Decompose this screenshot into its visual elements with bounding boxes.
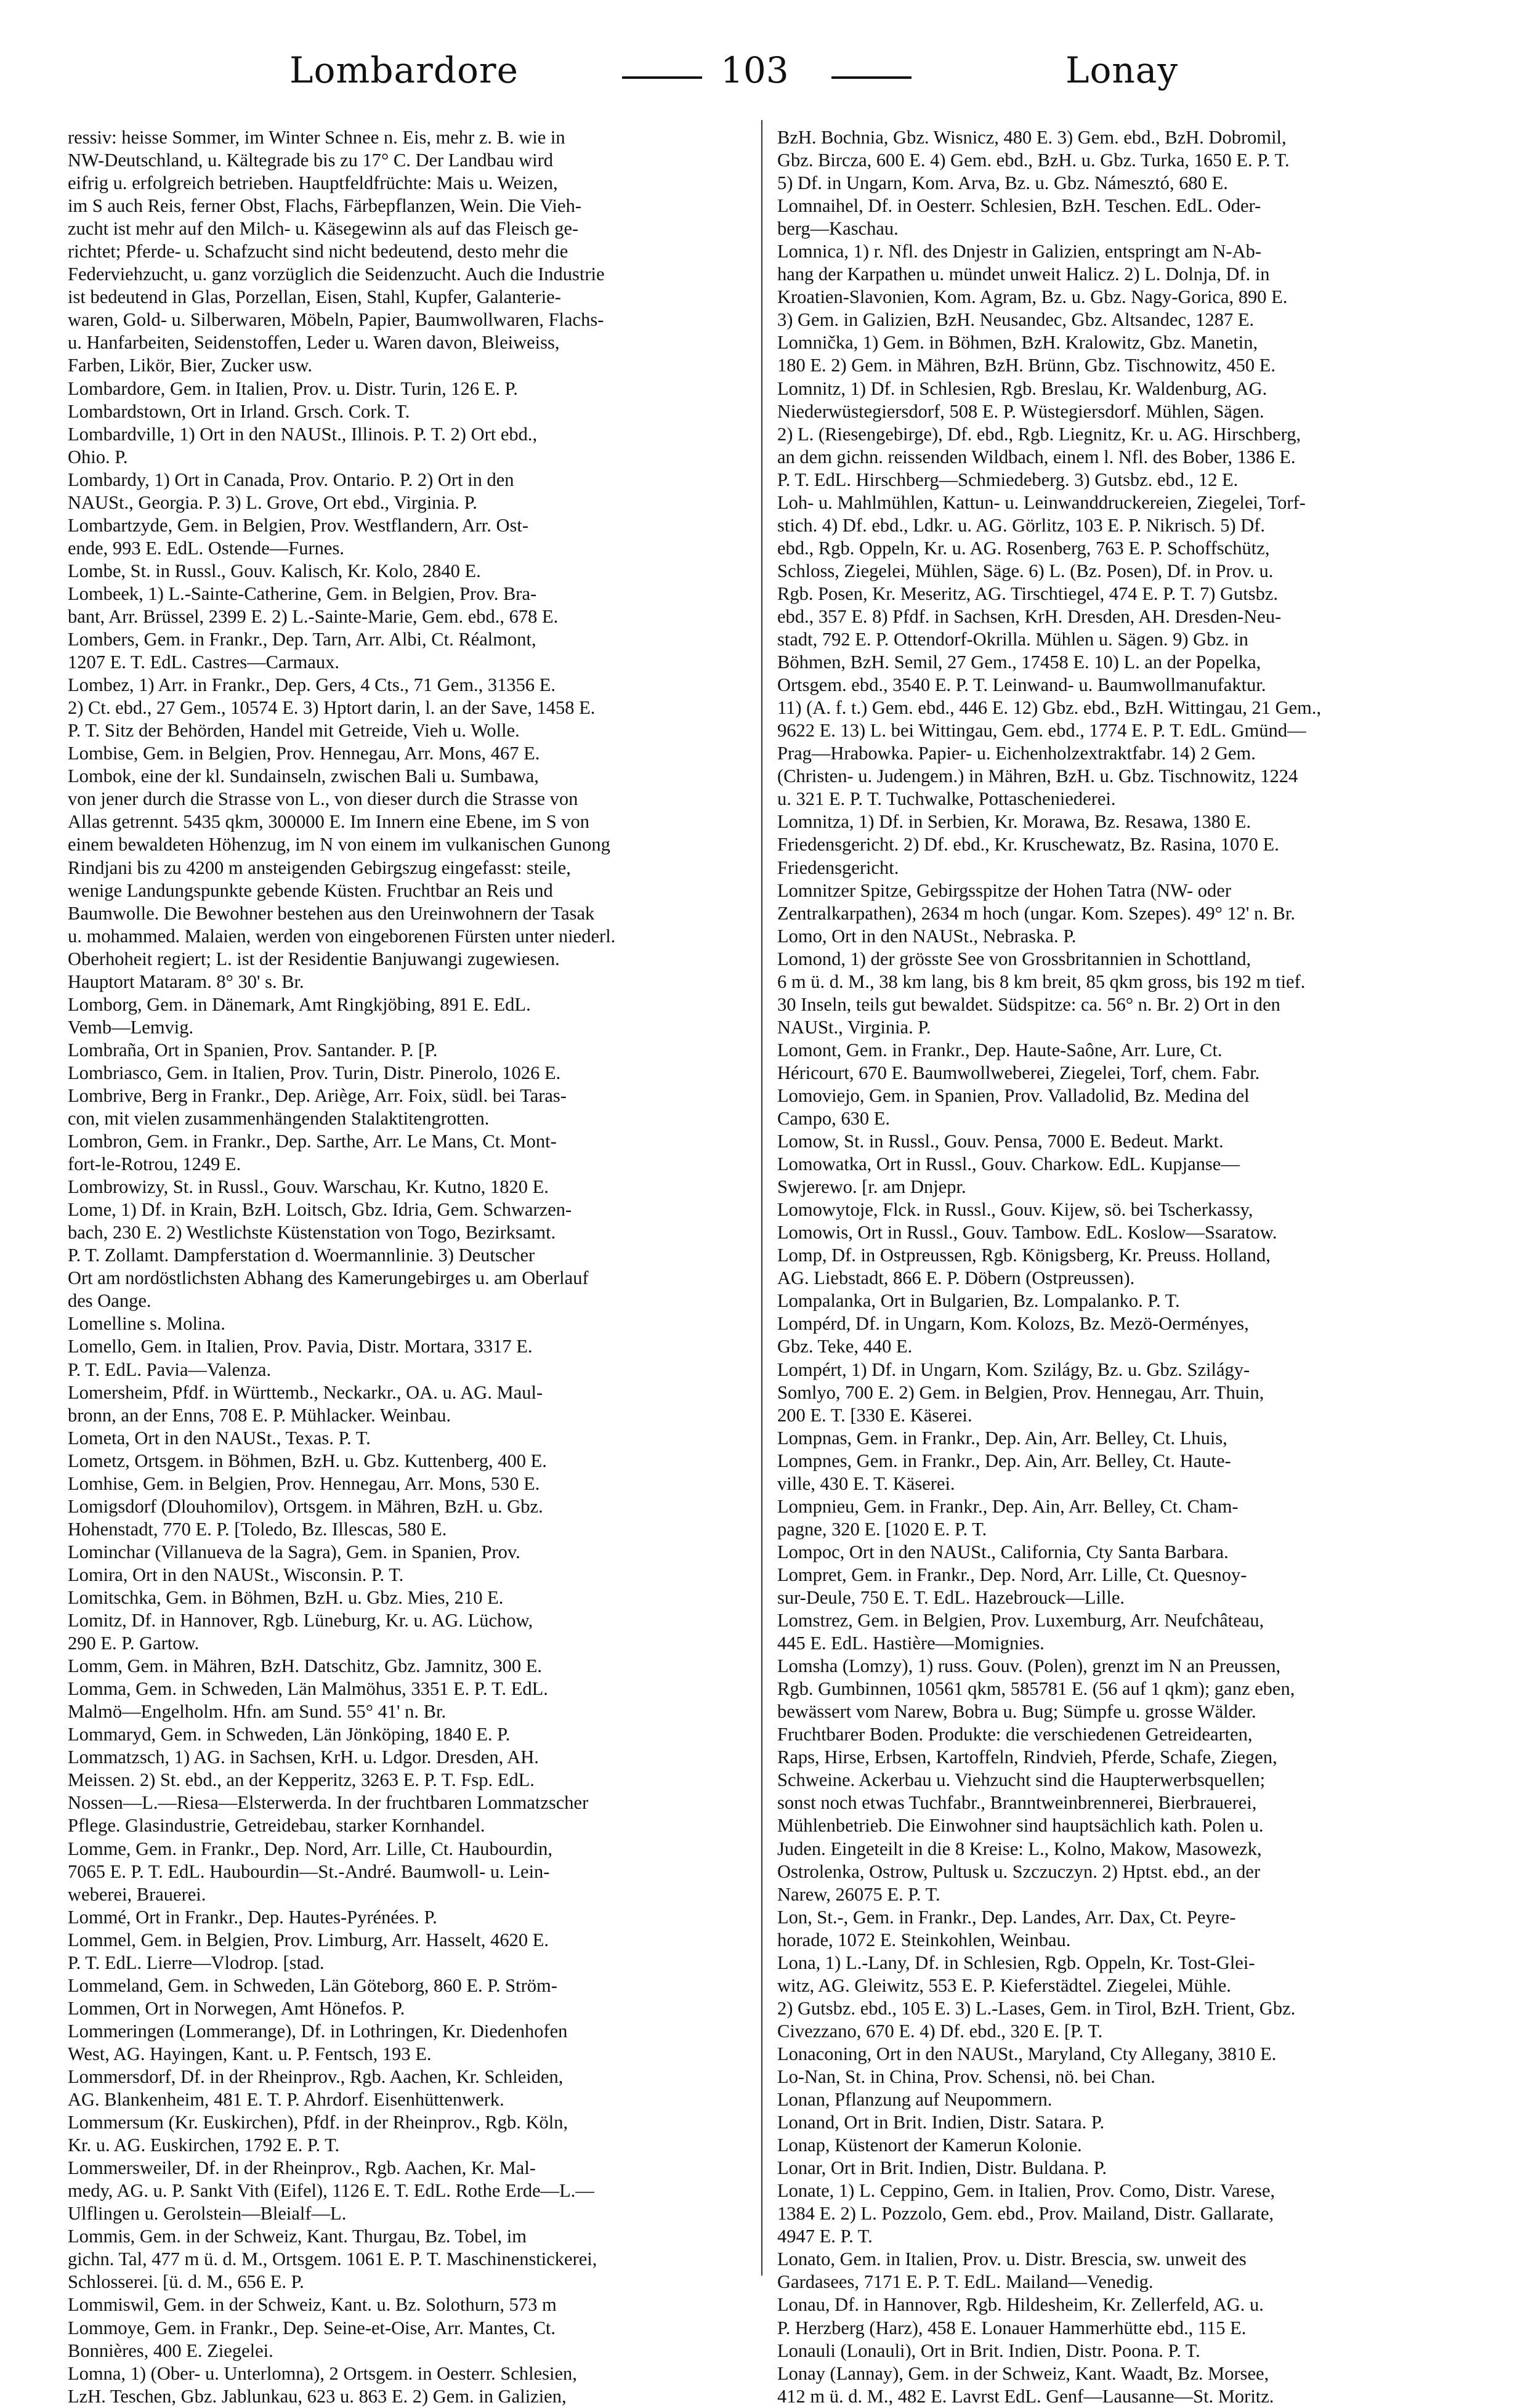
- text-line: Campo, 630 E.: [777, 1108, 890, 1129]
- text-line: bewässert vom Narew, Bobra u. Bug; Sümpfe u. grosse Wälder.: [777, 1701, 1256, 1723]
- text-line: Lommaryd, Gem. in Schweden, Län Jönköping, 1840 E. P.: [68, 1724, 511, 1745]
- text-line: Oberhoheit regiert; L. ist der Residentie Banjuwangi zugewiesen.: [68, 948, 560, 969]
- text-line: P. T. EdL. Hirschberg—Schmiedeberg. 3) Gutsbz. ebd., 12 E.: [777, 469, 1239, 490]
- text-line: Civezzano, 670 E. 4) Df. ebd., 320 E. [P. T.: [777, 2020, 1103, 2042]
- text-line: ressiv: heisse Sommer, im Winter Schnee n. Eis, mehr z. B. wie in: [68, 127, 565, 148]
- text-line: 9622 E. 13) L. bei Wittingau, Gem. ebd., 1774 E. P. T. EdL. Gmünd—: [777, 720, 1306, 741]
- text-line: Lonaconing, Ort in den NAUSt., Maryland, Cty Allegany, 3810 E.: [777, 2043, 1277, 2064]
- text-line: P. T. EdL. Lierre—Vlodrop. [stad.: [68, 1952, 325, 1973]
- text-line: 6 m ü. d. M., 38 km lang, bis 8 km breit, 85 qkm gross, bis 192 m tief.: [777, 971, 1306, 992]
- text-line: Lomnica, 1) r. Nfl. des Dnjestr in Galizien, entspringt am N-Ab-: [777, 241, 1262, 262]
- text-line: u. Hanfarbeiten, Seidenstoffen, Leder u. Waren davon, Bleiweiss,: [68, 332, 560, 354]
- left-column: [68, 126, 794, 2407]
- text-line: weberei, Brauerei.: [68, 1883, 206, 1905]
- text-line: waren, Gold- u. Silberwaren, Möbeln, Papier, Baumwollwaren, Flachs-: [68, 309, 604, 331]
- text-line: Böhmen, BzH. Semil, 27 Gem., 17458 E. 10) L. an der Popelka,: [777, 652, 1261, 673]
- text-line: con, mit vielen zusammenhängenden Stalaktitengrotten.: [68, 1108, 490, 1129]
- text-line: NAUSt., Georgia. P. 3) L. Grove, Ort ebd., Virginia. P.: [68, 491, 477, 513]
- text-line: an dem gichn. reissenden Wildbach, einem l. Nfl. des Bober, 1386 E.: [777, 446, 1296, 467]
- text-line: des Oange.: [68, 1290, 152, 1312]
- text-line: Lometz, Ortsgem. in Böhmen, BzH. u. Gbz. Kuttenberg, 400 E.: [68, 1450, 547, 1471]
- text-line: im S auch Reis, ferner Obst, Flachs, Färbepflanzen, Wein. Die Vieh-: [68, 195, 581, 217]
- text-line: Lomo, Ort in den NAUSt., Nebraska. P.: [777, 925, 1077, 947]
- text-line: Pflege. Glasindustrie, Getreidebau, starker Kornhandel.: [68, 1815, 485, 1836]
- text-line: Zentralkarpathen), 2634 m hoch (ungar. Kom. Szepes). 49° 12' n. Br.: [777, 902, 1295, 924]
- text-line: Gbz. Bircza, 600 E. 4) Gem. ebd., BzH. u. Gbz. Turka, 1650 E. P. T.: [777, 150, 1290, 171]
- text-line: Lomelline s. Molina.: [68, 1313, 225, 1335]
- text-line: horade, 1072 E. Steinkohlen, Weinbau.: [777, 1929, 1071, 1950]
- text-line: (Christen- u. Judengem.) in Mähren, BzH. u. Gbz. Tischnowitz, 1224: [777, 766, 1298, 787]
- text-line: Lomello, Gem. in Italien, Prov. Pavia, Distr. Mortara, 3317 E.: [68, 1336, 533, 1357]
- text-line: AG. Liebstadt, 866 E. P. Döbern (Ostpreussen).: [777, 1267, 1135, 1289]
- text-line: West, AG. Hayingen, Kant. u. P. Fentsch, 193 E.: [68, 2043, 432, 2064]
- text-line: Lomp, Df. in Ostpreussen, Rgb. Königsberg, Kr. Preuss. Holland,: [777, 1245, 1271, 1266]
- text-line: Lonauli (Lonauli), Ort in Brit. Indien, Distr. Poona. P. T.: [777, 2340, 1200, 2361]
- text-line: 30 Inseln, teils gut bewaldet. Südspitze: ca. 56° n. Br. 2) Ort in den: [777, 993, 1280, 1015]
- text-line: Ulflingen u. Gerolstein—Bleialf—L.: [68, 2203, 347, 2224]
- text-line: Lonand, Ort in Brit. Indien, Distr. Satara. P.: [777, 2112, 1105, 2133]
- text-line: ville, 430 E. T. Käserei.: [777, 1473, 955, 1494]
- text-line: Fruchtbarer Boden. Produkte: die verschiedenen Getreidearten,: [777, 1724, 1253, 1745]
- text-line: gichn. Tal, 477 m ü. d. M., Ortsgem. 1061 E. P. T. Maschinenstickerei,: [68, 2248, 597, 2270]
- page-number: 103: [721, 49, 789, 91]
- text-line: Allas getrennt. 5435 qkm, 300000 E. Im Innern eine Ebene, im S von: [68, 811, 590, 833]
- text-line: Lomnitz, 1) Df. in Schlesien, Rgb. Breslau, Kr. Waldenburg, AG.: [777, 378, 1267, 399]
- text-line: Lombers, Gem. in Frankr., Dep. Tarn, Arr. Albi, Ct. Réalmont,: [68, 629, 536, 650]
- text-line: 412 m ü. d. M., 482 E. Lavrst EdL. Genf—Lausanne—St. Moritz.: [777, 2385, 1274, 2407]
- text-line: Lommé, Ort in Frankr., Dep. Hautes-Pyrénées. P.: [68, 1906, 437, 1928]
- text-line: 290 E. P. Gartow.: [68, 1633, 200, 1654]
- text-line: Lon, St.-, Gem. in Frankr., Dep. Landes, Arr. Dax, Ct. Peyre-: [777, 1906, 1236, 1928]
- text-line: stich. 4) Df. ebd., Ldkr. u. AG. Görlitz, 103 E. P. Nikrisch. 5) Df.: [777, 514, 1266, 536]
- text-line: Lomma, Gem. in Schweden, Län Malmöhus, 3351 E. P. T. EdL.: [68, 1678, 548, 1700]
- text-line: Lommiswil, Gem. in der Schweiz, Kant. u. Bz. Solothurn, 573 m: [68, 2294, 557, 2316]
- text-line: Lombardore, Gem. in Italien, Prov. u. Distr. Turin, 126 E. P.: [68, 378, 518, 399]
- text-line: Lomowatka, Ort in Russl., Gouv. Charkow. EdL. Kupjanse—: [777, 1153, 1240, 1175]
- text-line: Lombraña, Ort in Spanien, Prov. Santander. P. [P.: [68, 1039, 438, 1061]
- text-line: Lompnas, Gem. in Frankr., Dep. Ain, Arr. Belley, Ct. Lhuis,: [777, 1427, 1227, 1448]
- text-line: Lomnička, 1) Gem. in Böhmen, BzH. Kralowitz, Gbz. Manetin,: [777, 332, 1258, 354]
- text-line: Lombrowizy, St. in Russl., Gouv. Warschau, Kr. Kutno, 1820 E.: [68, 1176, 549, 1198]
- text-line: einem bewaldeten Höhenzug, im N von einem im vulkanischen Gunong: [68, 834, 610, 855]
- text-line: Ortsgem. ebd., 3540 E. P. T. Leinwand- u. Baumwollmanufaktur.: [777, 674, 1266, 696]
- text-line: Lomont, Gem. in Frankr., Dep. Haute-Saône, Arr. Lure, Ct.: [777, 1039, 1223, 1061]
- text-line: Lomitschka, Gem. in Böhmen, BzH. u. Gbz. Mies, 210 E.: [68, 1587, 504, 1608]
- text-line: BzH. Bochnia, Gbz. Wisnicz, 480 E. 3) Gem. ebd., BzH. Dobromil,: [777, 127, 1287, 148]
- text-line: Lompalanka, Ort in Bulgarien, Bz. Lompalanko. P. T.: [777, 1290, 1180, 1312]
- text-line: Lommersum (Kr. Euskirchen), Pfdf. in der Rheinprov., Rgb. Köln,: [68, 2112, 568, 2133]
- text-line: Lomira, Ort in den NAUSt., Wisconsin. P. T.: [68, 1564, 404, 1585]
- text-line: Lo-Nan, St. in China, Prov. Schensi, nö. bei Chan.: [777, 2066, 1155, 2087]
- text-line: Friedensgericht. 2) Df. ebd., Kr. Kruschewatz, Bz. Rasina, 1070 E.: [777, 834, 1279, 855]
- text-line: Federviehzucht, u. ganz vorzüglich die Seidenzucht. Auch die Industrie: [68, 264, 605, 285]
- text-line: Lompért, 1) Df. in Ungarn, Kom. Szilágy, Bz. u. Gbz. Szilágy-: [777, 1359, 1250, 1380]
- header-dash-left: [622, 76, 702, 79]
- text-line: Somlyo, 700 E. 2) Gem. in Belgien, Prov. Hennegau, Arr. Thuin,: [777, 1381, 1264, 1403]
- text-line: Lomow, St. in Russl., Gouv. Pensa, 7000 E. Bedeut. Markt.: [777, 1131, 1224, 1152]
- text-line: NAUSt., Virginia. P.: [777, 1016, 931, 1038]
- text-line: Vemb—Lemvig.: [68, 1016, 194, 1038]
- text-line: stadt, 792 E. P. Ottendorf-Okrilla. Mühlen u. Sägen. 9) Gbz. in: [777, 629, 1248, 650]
- text-line: ist bedeutend in Glas, Porzellan, Eisen, Stahl, Kupfer, Galanterie-: [68, 286, 561, 308]
- text-line: Lompnes, Gem. in Frankr., Dep. Ain, Arr. Belley, Ct. Haute-: [777, 1450, 1231, 1471]
- text-line: Lomm, Gem. in Mähren, BzH. Datschitz, Gbz. Jamnitz, 300 E.: [68, 1655, 542, 1677]
- text-line: Lomowis, Ort in Russl., Gouv. Tambow. EdL. Koslow—Ssaratow.: [777, 1222, 1277, 1243]
- text-line: Lomsha (Lomzy), 1) russ. Gouv. (Polen), grenzt im N an Preussen,: [777, 1655, 1281, 1677]
- text-line: Schloss, Ziegelei, Mühlen, Säge. 6) L. (Bz. Posen), Df. in Prov. u.: [777, 560, 1274, 581]
- text-line: 1384 E. 2) L. Pozzolo, Gem. ebd., Prov. Mailand, Distr. Gallarate,: [777, 2203, 1274, 2224]
- text-line: AG. Blankenheim, 481 E. T. P. Ahrdorf. Eisenhüttenwerk.: [68, 2089, 504, 2111]
- text-line: Lomme, Gem. in Frankr., Dep. Nord, Arr. Lille, Ct. Haubourdin,: [68, 1838, 552, 1859]
- text-line: Lombe, St. in Russl., Gouv. Kalisch, Kr. Kolo, 2840 E.: [68, 560, 481, 581]
- text-line: hang der Karpathen u. mündet unweit Halicz. 2) L. Dolnja, Df. in: [777, 264, 1270, 285]
- text-line: Lonate, 1) L. Ceppino, Gem. in Italien, Prov. Como, Distr. Varese,: [777, 2180, 1275, 2202]
- text-line: Lomigsdorf (Dlouhomilov), Ortsgem. in Mähren, BzH. u. Gbz.: [68, 1495, 543, 1517]
- text-line: Lommatzsch, 1) AG. in Sachsen, KrH. u. Ldgor. Dresden, AH.: [68, 1747, 539, 1768]
- text-line: Lombise, Gem. in Belgien, Prov. Hennegau, Arr. Mons, 467 E.: [68, 743, 540, 764]
- text-line: Lombardy, 1) Ort in Canada, Prov. Ontario. P. 2) Ort in den: [68, 469, 514, 490]
- text-line: Lombardstown, Ort in Irland. Grsch. Cork. T.: [68, 400, 410, 422]
- text-line: zucht ist mehr auf den Milch- u. Käsegewinn als auf das Fleisch ge-: [68, 218, 579, 240]
- text-line: Lomersheim, Pfdf. in Württemb., Neckarkr., OA. u. AG. Maul-: [68, 1381, 543, 1403]
- text-line: P. T. EdL. Pavia—Valenza.: [68, 1359, 272, 1380]
- text-line: Héricourt, 670 E. Baumwollweberei, Ziegelei, Torf, chem. Fabr.: [777, 1062, 1260, 1083]
- text-line: Lommersweiler, Df. in der Rheinprov., Rgb. Aachen, Kr. Mal-: [68, 2157, 536, 2179]
- column-divider: [761, 120, 762, 2276]
- text-line: NW-Deutschland, u. Kältegrade bis zu 17° C. Der Landbau wird: [68, 150, 554, 171]
- text-line: Mühlenbetrieb. Die Einwohner sind hauptsächlich kath. Polen u.: [777, 1815, 1264, 1836]
- text-line: u. 321 E. P. T. Tuchwalke, Pottascheniederei.: [777, 788, 1116, 810]
- text-line: Rgb. Gumbinnen, 10561 qkm, 585781 E. (56 auf 1 qkm); ganz eben,: [777, 1678, 1295, 1700]
- text-line: Lombok, eine der kl. Sundainseln, zwischen Bali u. Sumbawa,: [68, 766, 539, 787]
- text-line: Lomowytoje, Flck. in Russl., Gouv. Kijew, sö. bei Tscherkassy,: [777, 1199, 1253, 1221]
- text-line: 3) Gem. in Galizien, BzH. Neusandec, Gbz. Altsandec, 1287 E.: [777, 309, 1255, 331]
- text-line: Malmö—Engelholm. Hfn. am Sund. 55° 41' n. Br.: [68, 1701, 447, 1723]
- text-line: Loh- u. Mahlmühlen, Kattun- u. Leinwanddruckereien, Ziegelei, Torf-: [777, 491, 1306, 513]
- text-line: Lomoviejo, Gem. in Spanien, Prov. Valladolid, Bz. Medina del: [777, 1085, 1250, 1106]
- text-line: P. Herzberg (Harz), 458 E. Lonauer Hammerhütte ebd., 115 E.: [777, 2317, 1247, 2338]
- text-line: pagne, 320 E. [1020 E. P. T.: [777, 1518, 987, 1540]
- text-line: Lompnieu, Gem. in Frankr., Dep. Ain, Arr. Belley, Ct. Cham-: [777, 1495, 1239, 1517]
- text-line: fort-le-Rotrou, 1249 E.: [68, 1153, 241, 1175]
- text-line: Ohio. P.: [68, 446, 128, 467]
- text-line: Lombrive, Berg in Frankr., Dep. Ariège, Arr. Foix, südl. bei Taras-: [68, 1085, 567, 1106]
- text-line: 2) Ct. ebd., 27 Gem., 10574 E. 3) Hptort darin, l. an der Save, 1458 E.: [68, 697, 596, 719]
- text-line: Lombeek, 1) L.-Sainte-Catherine, Gem. in Belgien, Prov. Bra-: [68, 583, 537, 604]
- text-line: 7065 E. P. T. EdL. Haubourdin—St.-André. Baumwoll- u. Lein-: [68, 1861, 550, 1882]
- text-line: ebd., 357 E. 8) Pfdf. in Sachsen, KrH. Dresden, AH. Dresden-Neu-: [777, 605, 1282, 627]
- text-line: 180 E. 2) Gem. in Mähren, BzH. Brünn, Gbz. Tischnowitz, 450 E.: [777, 355, 1276, 376]
- text-line: Lomnitzer Spitze, Gebirgsspitze der Hohen Tatra (NW- oder: [777, 879, 1231, 901]
- text-line: Gardasees, 7171 E. P. T. EdL. Mailand—Venedig.: [777, 2271, 1154, 2293]
- text-line: wenige Landungspunkte gebende Küsten. Fruchtbar an Reis und: [68, 879, 553, 901]
- text-line: Schweine. Ackerbau u. Viehzucht sind die Haupterwerbsquellen;: [777, 1769, 1266, 1791]
- text-line: Lommeland, Gem. in Schweden, Län Göteborg, 860 E. P. Ström-: [68, 1974, 557, 1996]
- text-line: P. T. Zollamt. Dampferstation d. Woermannlinie. 3) Deutscher: [68, 1245, 535, 1266]
- header-dash-right: [831, 76, 912, 79]
- text-line: Lompérd, Df. in Ungarn, Kom. Kolozs, Bz. Mezö-Oerményes,: [777, 1313, 1249, 1335]
- text-line: witz, AG. Gleiwitz, 553 E. P. Kieferstädtel. Ziegelei, Mühle.: [777, 1974, 1231, 1996]
- text-line: sur-Deule, 750 E. T. EdL. Hazebrouck—Lille.: [777, 1587, 1125, 1608]
- text-line: Lombron, Gem. in Frankr., Dep. Sarthe, Arr. Le Mans, Ct. Mont-: [68, 1131, 557, 1152]
- text-line: Lomstrez, Gem. in Belgien, Prov. Luxemburg, Arr. Neufchâteau,: [777, 1610, 1264, 1631]
- text-line: medy, AG. u. P. Sankt Vith (Eifel), 1126 E. T. EdL. Rothe Erde—L.—: [68, 2180, 594, 2202]
- text-line: 1207 E. T. EdL. Castres—Carmaux.: [68, 652, 340, 673]
- text-line: sonst noch etwas Tuchfabr., Branntweinbrennerei, Bierbrauerei,: [777, 1792, 1257, 1814]
- text-line: 200 E. T. [330 E. Käserei.: [777, 1404, 972, 1426]
- text-line: Lombardville, 1) Ort in den NAUSt., Illinois. P. T. 2) Ort ebd.,: [68, 423, 538, 445]
- text-line: Juden. Eingeteilt in die 8 Kreise: L., Kolno, Makow, Masowezk,: [777, 1838, 1262, 1859]
- text-line: eifrig u. erfolgreich betrieben. Hauptfeldfrüchte: Mais u. Weizen,: [68, 172, 558, 194]
- text-line: 11) (A. f. t.) Gem. ebd., 446 E. 12) Gbz. ebd., BzH. Wittingau, 21 Gem.,: [777, 697, 1322, 719]
- running-head: [289, 49, 1179, 99]
- text-line: Lomnaihel, Df. in Oesterr. Schlesien, BzH. Teschen. EdL. Oder-: [777, 195, 1261, 217]
- text-line: Lombez, 1) Arr. in Frankr., Dep. Gers, 4 Cts., 71 Gem., 31356 E.: [68, 674, 556, 696]
- text-line: von jener durch die Strasse von L., von dieser durch die Strasse von: [68, 788, 578, 810]
- text-line: Bonnières, 400 E. Ziegelei.: [68, 2340, 273, 2361]
- text-line: Lompoc, Ort in den NAUSt., California, Cty Santa Barbara.: [777, 1541, 1229, 1562]
- text-line: Rindjani bis zu 4200 m ansteigenden Gebirgszug eingefasst: steile,: [68, 857, 571, 878]
- text-line: Lometa, Ort in den NAUSt., Texas. P. T.: [68, 1427, 371, 1448]
- text-line: Lominchar (Villanueva de la Sagra), Gem. in Spanien, Prov.: [68, 1541, 520, 1562]
- text-line: Lommel, Gem. in Belgien, Prov. Limburg, Arr. Hasselt, 4620 E.: [68, 1929, 549, 1950]
- text-line: 2) L. (Riesengebirge), Df. ebd., Rgb. Liegnitz, Kr. u. AG. Hirschberg,: [777, 423, 1301, 445]
- text-line: Lomitz, Df. in Hannover, Rgb. Lüneburg, Kr. u. AG. Lüchow,: [68, 1610, 533, 1631]
- text-line: Lonay (Lannay), Gem. in der Schweiz, Kant. Waadt, Bz. Morsee,: [777, 2362, 1269, 2384]
- text-line: Lompret, Gem. in Frankr., Dep. Nord, Arr. Lille, Ct. Quesnoy-: [777, 1564, 1247, 1585]
- text-line: Meissen. 2) St. ebd., an der Kepperitz, 3263 E. P. T. Fsp. EdL.: [68, 1769, 535, 1791]
- text-line: Schlosserei. [ü. d. M., 656 E. P.: [68, 2271, 304, 2293]
- text-line: Lombartzyde, Gem. in Belgien, Prov. Westflandern, Arr. Ost-: [68, 514, 529, 536]
- text-line: Lommeringen (Lommerange), Df. in Lothringen, Kr. Diedenhofen: [68, 2020, 568, 2042]
- text-line: Lommen, Ort in Norwegen, Amt Hönefos. P.: [68, 1997, 405, 2019]
- text-line: 445 E. EdL. Hastière—Momignies.: [777, 1633, 1045, 1654]
- text-line: Hohenstadt, 770 E. P. [Toledo, Bz. Illescas, 580 E.: [68, 1518, 447, 1540]
- text-line: Lonap, Küstenort der Kamerun Kolonie.: [777, 2135, 1082, 2156]
- text-line: Lommersdorf, Df. in der Rheinprov., Rgb. Aachen, Kr. Schleiden,: [68, 2066, 564, 2087]
- text-line: Kr. u. AG. Euskirchen, 1792 E. P. T.: [68, 2135, 340, 2156]
- text-line: 4947 E. P. T.: [777, 2226, 873, 2247]
- text-line: Lona, 1) L.-Lany, Df. in Schlesien, Rgb. Oppeln, Kr. Tost-Glei-: [777, 1952, 1255, 1973]
- text-line: Raps, Hirse, Erbsen, Kartoffeln, Rindvieh, Pferde, Schafe, Ziegen,: [777, 1747, 1277, 1768]
- text-line: Gbz. Teke, 440 E.: [777, 1336, 913, 1357]
- text-line: Lomborg, Gem. in Dänemark, Amt Ringkjöbing, 891 E. EdL.: [68, 993, 531, 1015]
- text-line: Lommis, Gem. in der Schweiz, Kant. Thurgau, Bz. Tobel, im: [68, 2226, 527, 2247]
- text-line: Narew, 26075 E. P. T.: [777, 1883, 940, 1905]
- text-line: Lonau, Df. in Hannover, Rgb. Hildesheim, Kr. Zellerfeld, AG. u.: [777, 2294, 1264, 2316]
- text-line: Lomond, 1) der grösste See von Grossbritannien in Schottland,: [777, 948, 1251, 969]
- text-line: Lomna, 1) (Ober- u. Unterlomna), 2 Ortsgem. in Oesterr. Schlesien,: [68, 2362, 577, 2384]
- text-line: Lombriasco, Gem. in Italien, Prov. Turin, Distr. Pinerolo, 1026 E.: [68, 1062, 561, 1083]
- text-line: Lomnitza, 1) Df. in Serbien, Kr. Morawa, Bz. Resawa, 1380 E.: [777, 811, 1251, 833]
- text-line: bach, 230 E. 2) Westlichste Küstenstation von Togo, Bezirksamt.: [68, 1222, 556, 1243]
- text-line: ende, 993 E. EdL. Ostende—Furnes.: [68, 537, 344, 559]
- text-line: 2) Gutsbz. ebd., 105 E. 3) L.-Lases, Gem. in Tirol, BzH. Trient, Gbz.: [777, 1997, 1296, 2019]
- text-line: Lonar, Ort in Brit. Indien, Distr. Buldana. P.: [777, 2157, 1107, 2179]
- text-line: Kroatien-Slavonien, Kom. Agram, Bz. u. Gbz. Nagy-Gorica, 890 E.: [777, 286, 1288, 308]
- text-line: Ort am nordöstlichsten Abhang des Kamerungebirges u. am Oberlauf: [68, 1267, 589, 1289]
- text-line: bronn, an der Enns, 708 E. P. Mühlacker. Weinbau.: [68, 1404, 451, 1426]
- text-line: u. mohammed. Malaien, werden von eingeborenen Fürsten unter niederl.: [68, 925, 616, 947]
- text-line: Prag—Hrabowka. Papier- u. Eichenholzextraktfabr. 14) 2 Gem.: [777, 743, 1256, 764]
- text-line: Baumwolle. Die Bewohner bestehen aus den Ureinwohnern der Tasak: [68, 902, 595, 924]
- text-line: Farben, Likör, Bier, Zucker usw.: [68, 355, 313, 376]
- text-line: Ostrolenka, Ostrow, Pultusk u. Szczuczyn. 2) Hptst. ebd., an der: [777, 1861, 1261, 1882]
- text-line: richtet; Pferde- u. Schafzucht sind nicht bedeutend, desto mehr die: [68, 241, 568, 262]
- text-line: LzH. Teschen, Gbz. Jablunkau, 623 u. 863 E. 2) Gem. in Galizien,: [68, 2385, 567, 2407]
- right-column: [777, 126, 1504, 2407]
- header-left-guide-word: Lombardore: [289, 49, 519, 91]
- text-line: Nossen—L.—Riesa—Elsterwerda. In der fruchtbaren Lommatzscher: [68, 1792, 589, 1814]
- text-line: Hauptort Mataram. 8° 30' s. Br.: [68, 971, 304, 992]
- text-line: berg—Kaschau.: [777, 218, 899, 240]
- text-line: Rgb. Posen, Kr. Meseritz, AG. Tirschtiegel, 474 E. P. T. 7) Gutsbz.: [777, 583, 1279, 604]
- header-right-guide-word: Lonay: [1065, 49, 1179, 91]
- text-line: Swjerewo. [r. am Dnjepr.: [777, 1176, 966, 1198]
- text-line: Niederwüstegiersdorf, 508 E. P. Wüstegiersdorf. Mühlen, Sägen.: [777, 400, 1264, 422]
- text-line: 5) Df. in Ungarn, Kom. Arva, Bz. u. Gbz. Námesztó, 680 E.: [777, 172, 1228, 194]
- text-line: Lomhise, Gem. in Belgien, Prov. Hennegau, Arr. Mons, 530 E.: [68, 1473, 540, 1494]
- text-line: Lonato, Gem. in Italien, Prov. u. Distr. Brescia, sw. unweit des: [777, 2248, 1247, 2270]
- text-line: P. T. Sitz der Behörden, Handel mit Getreide, Vieh u. Wolle.: [68, 720, 520, 741]
- text-line: Lonan, Pflanzung auf Neupommern.: [777, 2089, 1053, 2111]
- text-line: Lommoye, Gem. in Frankr., Dep. Seine-et-Oise, Arr. Mantes, Ct.: [68, 2317, 556, 2338]
- text-line: Friedensgericht.: [777, 857, 899, 878]
- text-line: ebd., Rgb. Oppeln, Kr. u. AG. Rosenberg, 763 E. P. Schoffschütz,: [777, 537, 1270, 559]
- text-line: Lome, 1) Df. in Krain, BzH. Loitsch, Gbz. Idria, Gem. Schwarzen-: [68, 1199, 572, 1221]
- text-line: bant, Arr. Brüssel, 2399 E. 2) L.-Sainte-Marie, Gem. ebd., 678 E.: [68, 605, 559, 627]
